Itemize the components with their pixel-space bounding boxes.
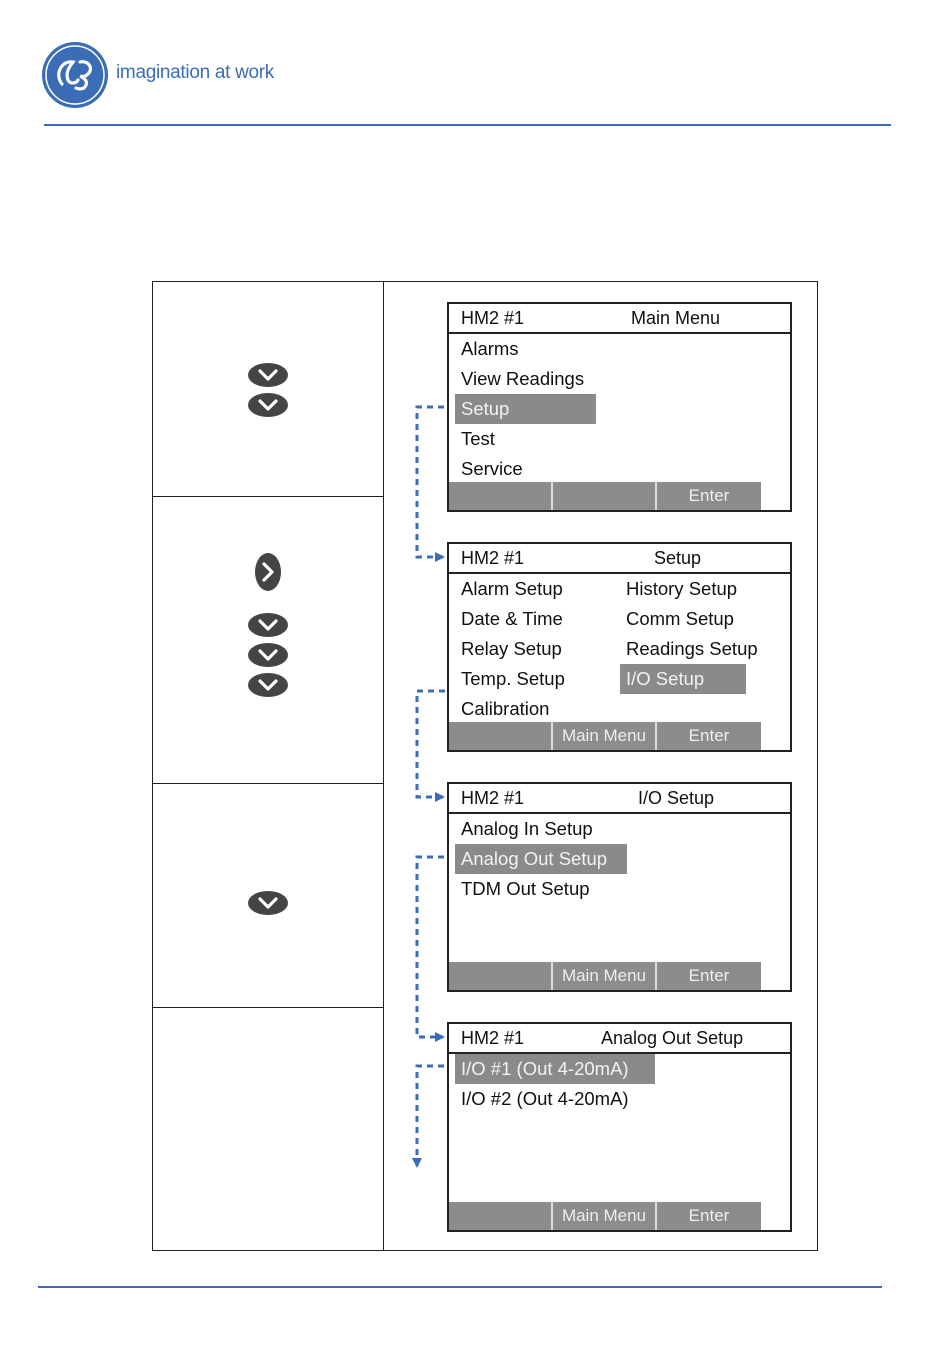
menu-item-alarms[interactable]: Alarms — [461, 338, 519, 359]
procedure-table — [152, 281, 818, 1251]
menu-item-io-2[interactable]: I/O #2 (Out 4-20mA) — [461, 1088, 629, 1109]
header-rule — [44, 124, 891, 126]
softkey-1[interactable] — [449, 722, 553, 750]
softkey-main-menu[interactable]: Main Menu — [553, 962, 657, 990]
softkey-main-menu[interactable]: Main Menu — [553, 1202, 657, 1230]
menu-item-io-1[interactable]: I/O #1 (Out 4-20mA) — [455, 1054, 655, 1084]
softkey-bar — [449, 962, 761, 990]
menu-item-setup[interactable]: Setup — [455, 394, 596, 424]
menu-item-comm-setup[interactable]: Comm Setup — [626, 608, 734, 629]
device-id: HM2 #1 — [461, 548, 525, 568]
menu-item-alarm-setup[interactable]: Alarm Setup — [461, 578, 563, 599]
menu-item-analog-in-setup[interactable]: Analog In Setup — [461, 818, 593, 839]
menu-item-service[interactable]: Service — [461, 458, 523, 479]
menu-item-temp-setup[interactable]: Temp. Setup — [461, 668, 565, 689]
lcd-screen-main-menu — [447, 302, 792, 512]
softkey-1[interactable] — [449, 482, 553, 510]
softkey-2[interactable] — [553, 482, 657, 510]
softkey-1[interactable] — [449, 962, 553, 990]
softkey-enter[interactable]: Enter — [688, 486, 730, 505]
softkey-main-menu[interactable]: Main Menu — [553, 722, 657, 750]
menu-item-calibration[interactable]: Calibration — [461, 698, 550, 719]
menu-item-test[interactable]: Test — [461, 428, 495, 449]
brand-tagline: imagination at work — [116, 62, 274, 83]
lcd-screen-io-setup — [447, 782, 792, 992]
device-id: HM2 #1 — [461, 1028, 525, 1048]
menu-item-relay-setup[interactable]: Relay Setup — [461, 638, 562, 659]
screen-title-bar — [449, 1024, 790, 1054]
screen-title-bar — [449, 304, 790, 334]
softkey-enter[interactable]: Enter — [688, 966, 730, 985]
menu-item-view-readings[interactable]: View Readings — [461, 368, 585, 389]
menu-item-history-setup[interactable]: History Setup — [626, 578, 738, 599]
screen-name: Main Menu — [631, 308, 721, 328]
ge-logo-icon — [40, 40, 110, 110]
screen-name: Setup — [654, 548, 702, 568]
lcd-screen-analog-out-setup — [447, 1022, 792, 1232]
footer-rule — [38, 1286, 882, 1288]
menu-item-date-time[interactable]: Date & Time — [461, 608, 563, 629]
screen-title-bar — [449, 784, 790, 814]
screen-title-bar — [449, 544, 790, 574]
softkey-bar — [449, 722, 761, 750]
menu-item-io-setup[interactable]: I/O Setup — [620, 664, 746, 694]
softkey-bar — [449, 1202, 761, 1230]
menu-item-analog-out-setup[interactable]: Analog Out Setup — [455, 844, 627, 874]
softkey-1[interactable] — [449, 1202, 553, 1230]
device-id: HM2 #1 — [461, 308, 525, 328]
lcd-screen-setup — [447, 542, 792, 752]
softkey-enter[interactable]: Enter — [688, 1206, 730, 1225]
menu-item-tdm-out-setup[interactable]: TDM Out Setup — [461, 878, 590, 899]
softkey-enter[interactable]: Enter — [688, 726, 730, 745]
screen-name: I/O Setup — [638, 788, 715, 808]
device-id: HM2 #1 — [461, 788, 525, 808]
screen-name: Analog Out Setup — [601, 1028, 744, 1048]
menu-item-readings-setup[interactable]: Readings Setup — [626, 638, 758, 659]
softkey-bar — [449, 482, 761, 510]
